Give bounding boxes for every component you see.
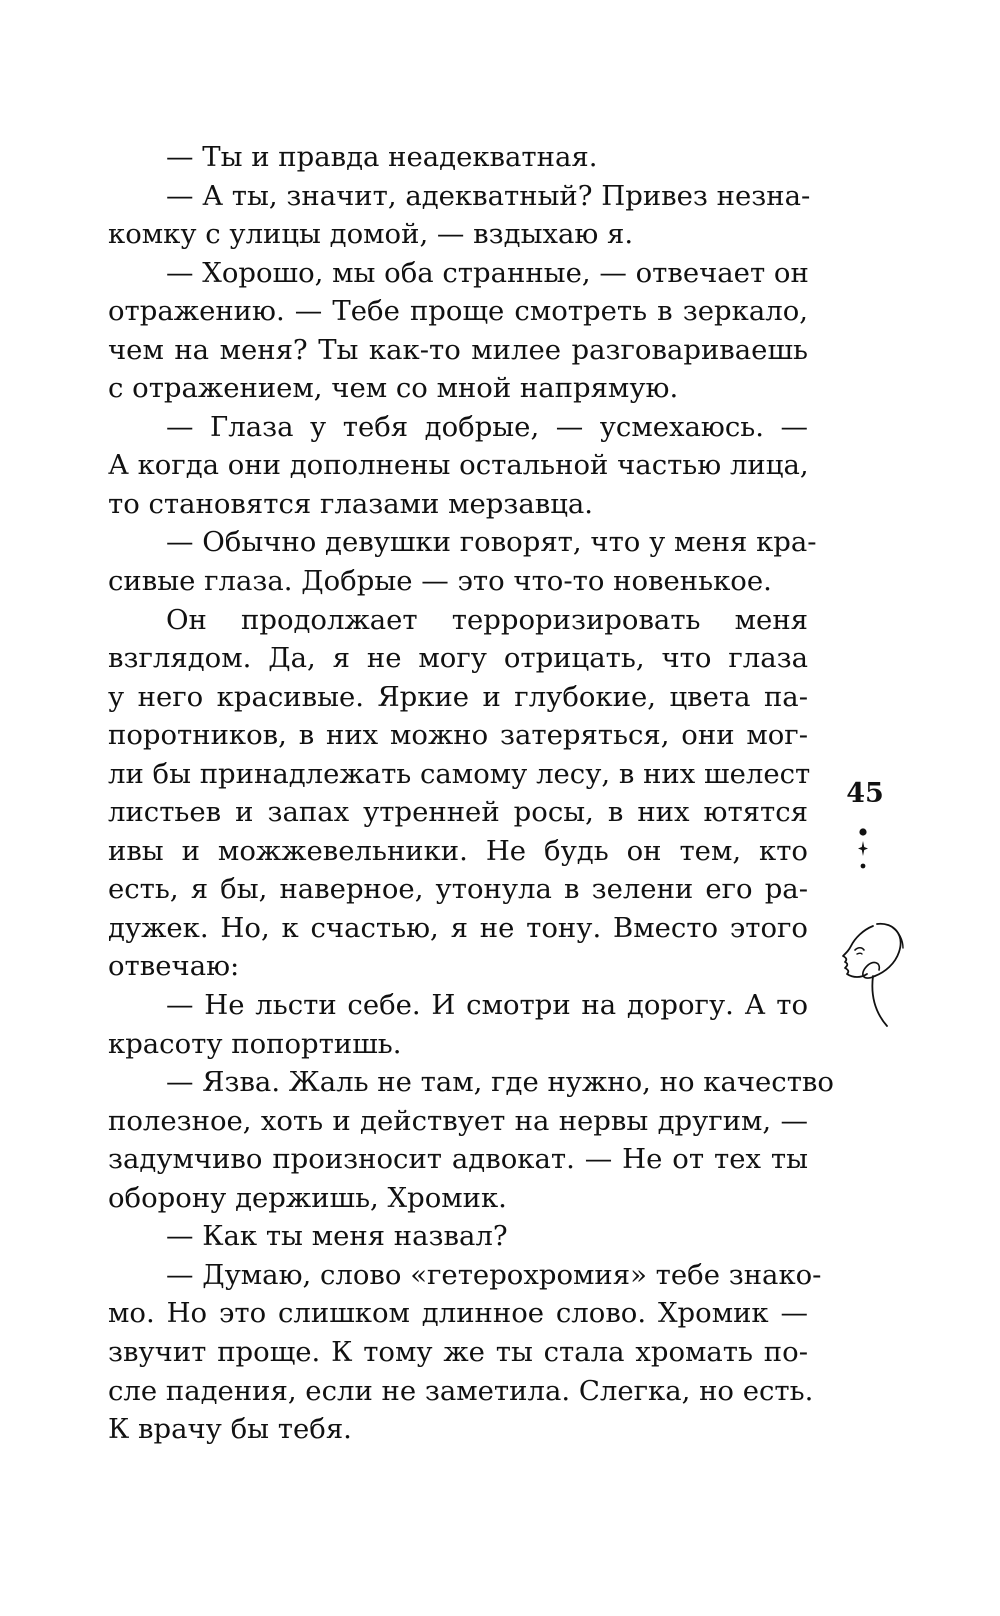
page-number: 45 — [846, 778, 884, 809]
text-line: Он продолжает терроризировать меня — [166, 603, 808, 636]
text-line: — Думаю, слово «гетерохромия» тебе знако- — [166, 1258, 822, 1291]
body-text — [108, 138, 834, 1449]
text-line: то становятся глазами мерзавца. — [108, 487, 594, 520]
text-line: — Хорошо, мы оба странные, — отвечает он — [166, 256, 809, 289]
text-line: звучит проще. К тому же ты стала хромать по- — [108, 1335, 808, 1368]
text-line: — Обычно девушки говорят, что у меня кра- — [166, 526, 817, 559]
text-line: взглядом. Да, я не могу отрицать, что глаза — [108, 642, 808, 675]
text-line: — Как ты меня назвал? — [166, 1220, 508, 1253]
text-line: оборону держишь, Хромик. — [108, 1181, 507, 1214]
text-line: — Язва. Жаль не там, где нужно, но качество — [166, 1066, 834, 1099]
star-ornament-icon — [848, 826, 878, 876]
text-line: дужек. Но, к счастью, я не тону. Вместо этого — [108, 911, 808, 944]
text-line: сле падения, если не заметила. Слегка, но есть. — [108, 1374, 814, 1407]
text-line: ивы и можжевельники. Не будь он тем, кто — [108, 834, 808, 867]
text-line: листьев и запах утренней росы, в них ютятся — [108, 796, 808, 829]
text-line: — Не льсти себе. И смотри на дорогу. А то — [166, 989, 808, 1022]
text-line: К врачу бы тебя. — [108, 1413, 352, 1446]
text-line: есть, я бы, наверное, утонула в зелени его ра- — [108, 873, 808, 906]
text-line: с отражением, чем со мной напрямую. — [108, 372, 679, 405]
text-line: А когда они дополнены остальной частью лица, — [108, 449, 809, 482]
text-line: поротников, в них можно затеряться, они мог- — [108, 719, 808, 752]
face-line-drawing-icon — [833, 920, 913, 1030]
text-line: у него красивые. Яркие и глубокие, цвета па- — [108, 680, 808, 713]
text-line: отражению. — Тебе проще смотреть в зеркало, — [108, 295, 808, 328]
text-line: чем на меня? Ты как-то милее разговариваешь — [108, 333, 808, 366]
text-line: комку с улицы домой, — вздыхаю я. — [108, 218, 634, 251]
text-line: отвечаю: — [108, 950, 240, 983]
text-line: сивые глаза. Добрые — это что-то новенькое. — [108, 565, 772, 598]
text-line: — А ты, значит, адекватный? Привез незна- — [166, 179, 811, 212]
text-line: полезное, хоть и действует на нервы другим, — — [108, 1104, 808, 1137]
text-line: мо. Но это слишком длинное слово. Хромик — — [108, 1297, 808, 1330]
text-line: — Ты и правда неадекватная. — [166, 141, 598, 173]
text-line: красоту попортишь. — [108, 1027, 402, 1060]
text-line: — Глаза у тебя добрые, — усмехаюсь. — — [166, 410, 808, 443]
text-line: задумчиво произносит адвокат. — Не от тех ты — [108, 1143, 808, 1176]
text-line: ли бы принадлежать самому лесу, в них шелест — [108, 757, 811, 790]
